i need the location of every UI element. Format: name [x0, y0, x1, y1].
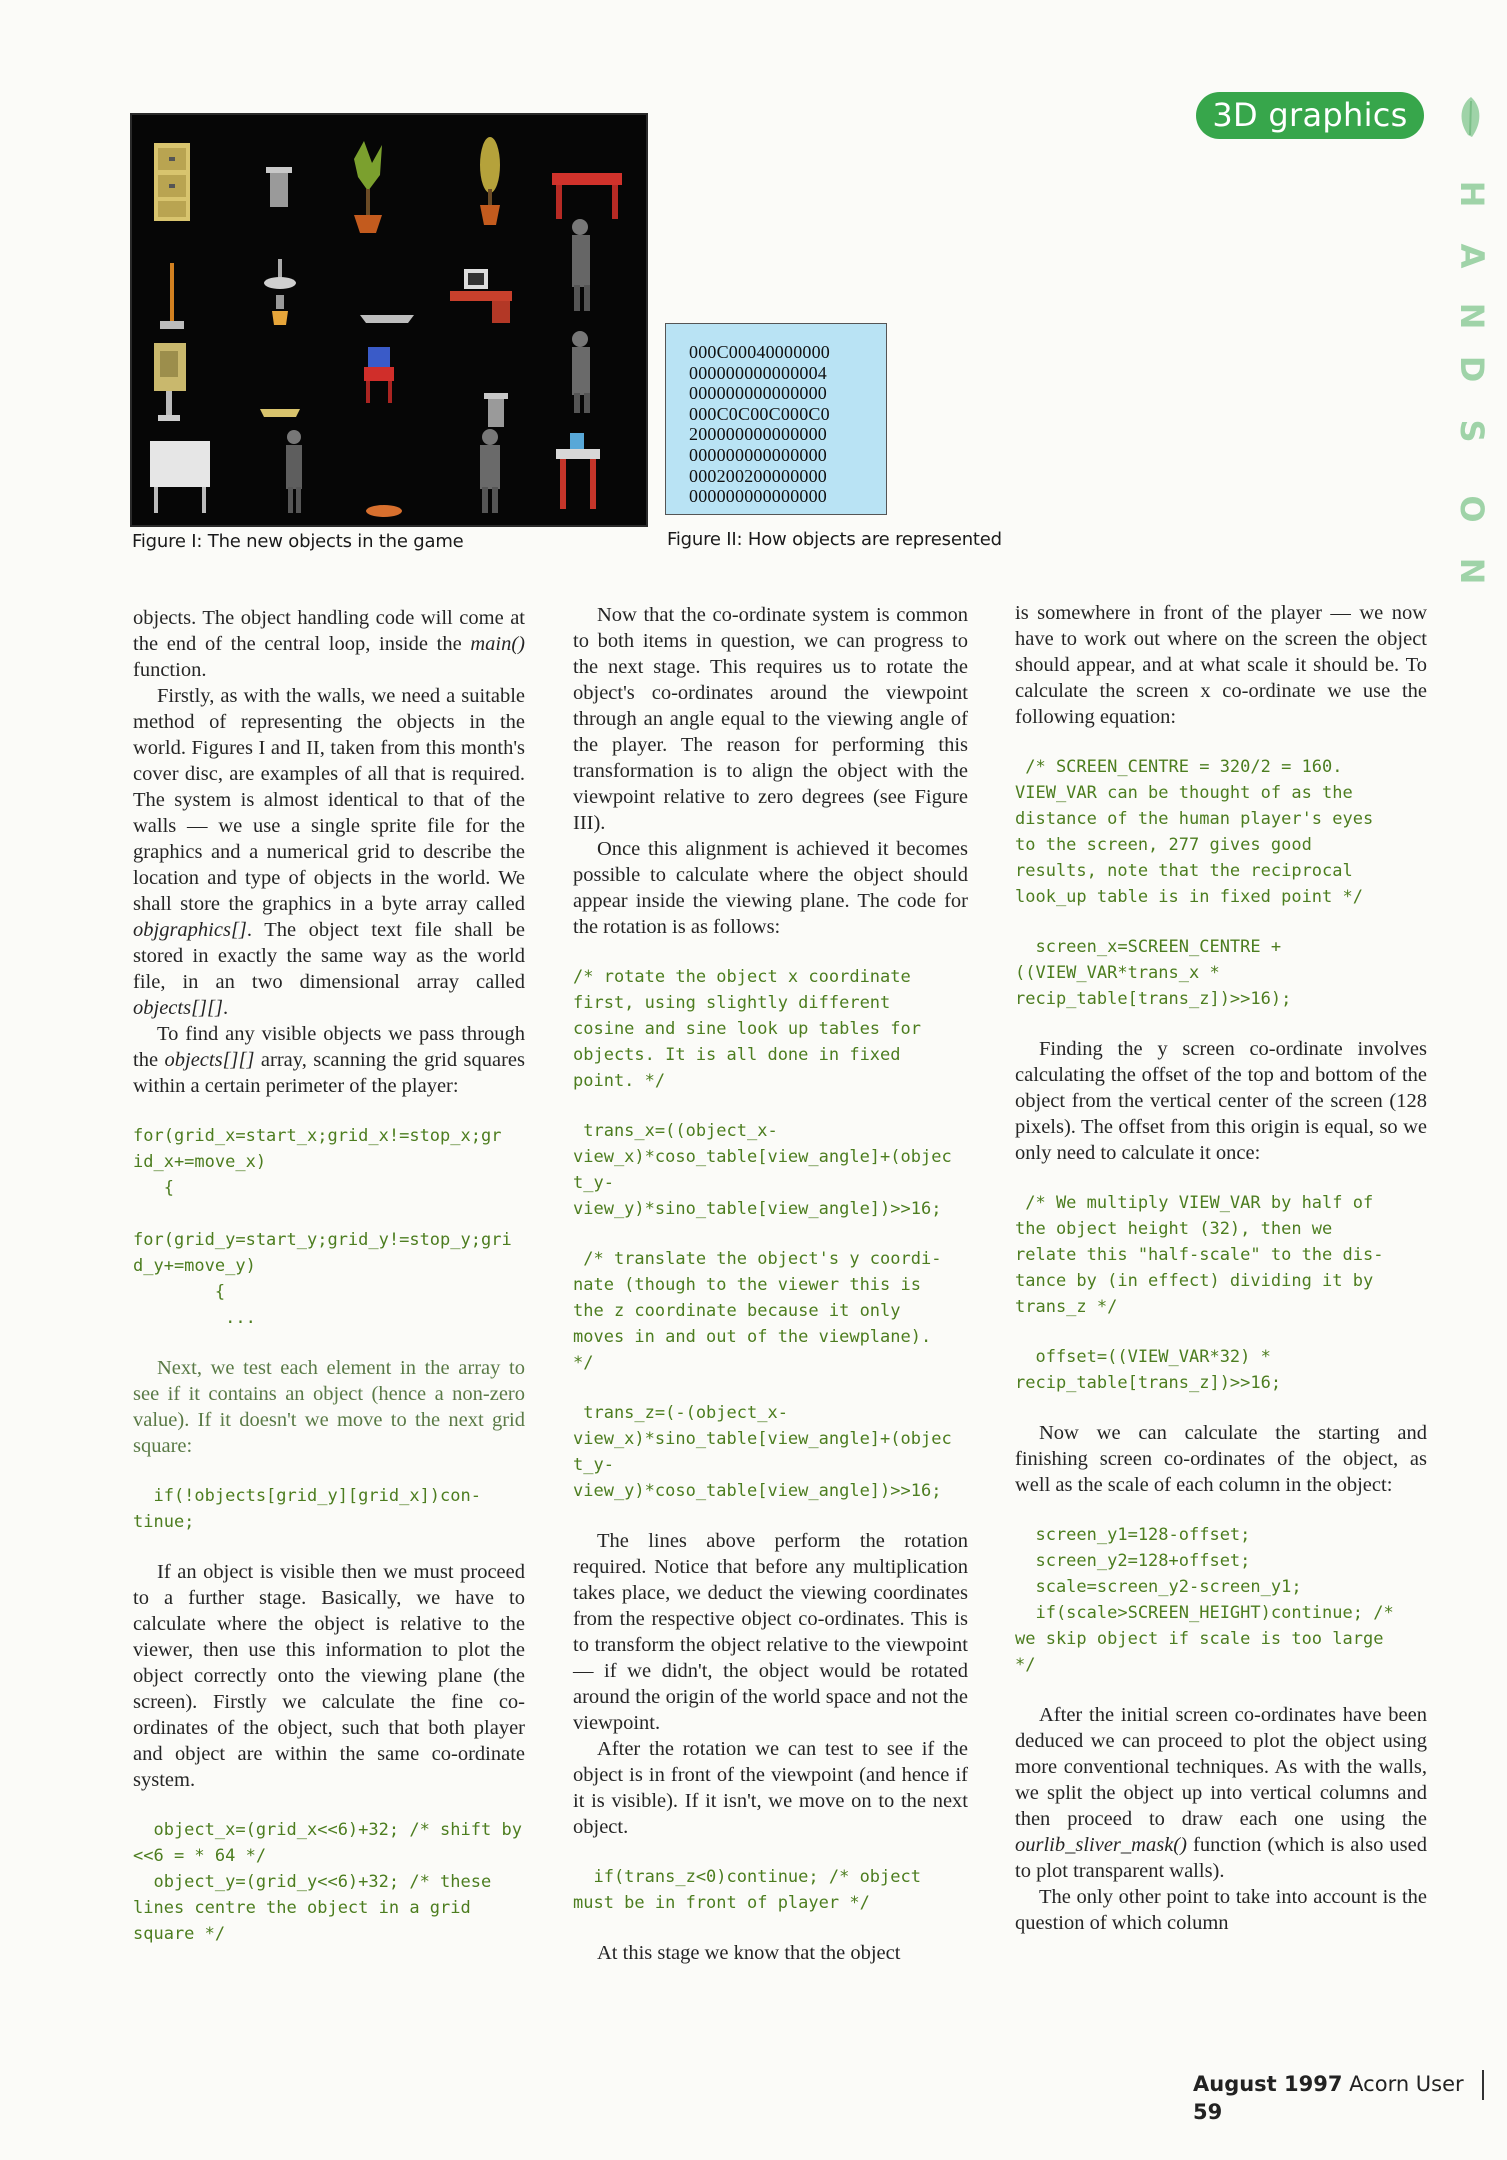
soldier-sprite: [286, 430, 302, 513]
grid-row: 000C00040000000: [689, 342, 831, 362]
floor-lamp-sprite: [160, 263, 184, 329]
side-letter: N: [1453, 302, 1491, 330]
code-block: object_x=(grid_x<<6)+32; /* shift by <<6 = * 64 */ object_y=(grid_y<<6)+32; /* these lines centre the object in a grid square */: [133, 1820, 522, 1944]
soldier-sprite: [572, 219, 590, 311]
paragraph: Finding the y screen co-ordinate involves calculating the offset of the top and bottom of the object from the vertical center of the screen (128 pixels). The offset from this origin is equal, so we only need to calculate it once:: [1015, 1038, 1427, 1164]
filing-cabinet-sprite: [154, 143, 190, 221]
code-block: trans_x=((object_x- view_x)*coso_table[view_angle]+(objec t_y- view_y)*sino_table[view_angle])>>16;: [573, 1121, 952, 1219]
gold-bar-sprite: [260, 409, 300, 417]
column-3: [1015, 600, 1427, 1936]
figure-1-caption: Figure I: The new objects in the game: [132, 531, 464, 552]
code-block: offset=((VIEW_VAR*32) * recip_table[trans_z])>>16;: [1015, 1347, 1282, 1393]
bin-sprite: [484, 393, 508, 427]
code-block: /* translate the object's y coordi- nate (though to the viewer this is the z coordinate because it only moves in and out of the viewplane). */: [573, 1249, 942, 1373]
figure-2-caption: Figure II: How objects are represented: [667, 529, 1002, 550]
paragraph: Now that the co-ordinate system is common to both items in question, we can progress to the next stage. This requires us to rotate the object's co-ordinates around the viewpoint through an angle equal to the viewing angle of the player. The reason for performing this transformation is to align the object with the viewpoint relative to zero degrees (see Figure III).: [573, 604, 968, 834]
grid-row: 000200200000000: [689, 465, 827, 486]
code-block: if(!objects[grid_y][grid_x])con- tinue;: [133, 1486, 481, 1532]
strip-light-sprite: [360, 315, 414, 323]
column-2: [573, 602, 968, 1966]
side-letter: H: [1453, 180, 1491, 208]
code-block: /* rotate the object x coordinate first, using slightly different cosine and sine look up tables for objects. It is all done in fixed point. */: [573, 967, 921, 1091]
grid-row: 000000000000004: [689, 362, 827, 383]
footer-divider: [1482, 2070, 1484, 2100]
grid-row: 000000000000000: [689, 383, 827, 404]
column-1: [133, 605, 525, 1971]
chair-sprite: [364, 347, 394, 403]
ceiling-lamp-sprite: [264, 259, 296, 325]
paragraph: After the initial screen co-ordinates have been deduced we can proceed to plot the object using more conventional techniques. As with the walls, we split the object up into vertical columns and then proceed to draw each one using the ourlib_sliver_mask() function (which is also used to plot transparent walls).: [1015, 1704, 1427, 1882]
fallen-body-sprite: [366, 505, 402, 517]
page-number: 59: [1193, 2100, 1223, 2124]
soldier-sprite: [572, 331, 590, 413]
tall-plant-sprite: [480, 137, 500, 225]
grid-row: 000C0C00C000C0: [689, 403, 830, 424]
paragraph: objects. The object handling code will come at the end of the central loop, inside the main() function.: [133, 607, 525, 681]
page-footer: [1193, 2070, 1507, 2124]
paragraph: Next, we test each element in the array to see if it contains an object (hence a non-zero value). If it doesn't we move to the next grid square:: [133, 1357, 525, 1457]
paragraph: The lines above perform the rotation required. Notice that before any multiplication takes place, we deduct the viewing coordinates from the respective object co-ordinates. This is to transform the object relative to the viewpoint — if we didn't, the object would be rotated around the origin of the world space and not the viewpoint.: [573, 1530, 968, 1734]
paragraph: If an object is visible then we must proceed to a further stage. Basically, we have to calculate where the object is relative to the viewer, then use this information to plot the object correctly onto the viewing plane (the screen). Firstly we calculate the fine co-ordinates of the object, such that both player and object are within the same co-ordinate system.: [133, 1561, 525, 1791]
payphone-sprite: [154, 343, 186, 421]
code-block: screen_x=SCREEN_CENTRE + ((VIEW_VAR*trans_x * recip_table[trans_z])>>16);: [1015, 937, 1292, 1009]
paragraph: Now we can calculate the starting and finishing screen co-ordinates of the object, as well as the scale of each column in the object:: [1015, 1422, 1427, 1496]
paragraph: Once this alignment is achieved it becomes possible to calculate where the object should appear inside the viewing plane. The code for the rotation is as follows:: [573, 838, 968, 938]
whiteboard-sprite: [150, 441, 210, 513]
paragraph: is somewhere in front of the player — we now have to work out where on the screen the object should appear, and at what scale it should be. To calculate the screen x co-ordinate we use the following equation:: [1015, 602, 1427, 728]
side-letter: O: [1453, 495, 1491, 523]
side-letter: D: [1453, 355, 1491, 383]
magazine-name: Acorn User: [1349, 2072, 1464, 2096]
side-letter: N: [1453, 557, 1491, 585]
leaf-icon: [1456, 95, 1486, 139]
bin-sprite: [266, 167, 292, 207]
grid-row: 000000000000000: [689, 486, 827, 507]
side-letter: A: [1453, 243, 1491, 269]
section-pill: 3D graphics: [1196, 92, 1424, 139]
computer-desk-sprite: [450, 269, 512, 323]
paragraph: To find any visible objects we pass through the objects[][] array, scanning the grid squares within a certain perimeter of the player:: [133, 1023, 526, 1097]
paragraph: Firstly, as with the walls, we need a suitable method of representing the objects in the world. Figures I and II, taken from this month's cover disc, are examples of all that is required. The system is almost identical to that of the walls — we use a single sprite file for the graphics and a numerical grid to describe the location and type of objects in the world. We shall store the graphics in a byte array called objgraphics[]. The object text file shall be stored in exactly the same way as the world file, in an two dimensional array called objects[][].: [133, 685, 525, 1019]
code-block: /* We multiply VIEW_VAR by half of the object height (32), then we relate this "half-scale" to the dis- tance by (in effect) dividing it by trans_z */: [1015, 1193, 1384, 1317]
potted-plant-sprite: [354, 141, 382, 233]
code-block: trans_z=(-(object_x- view_x)*sino_table[view_angle]+(objec t_y- view_y)*coso_table[view_angle])>>16;: [573, 1403, 952, 1501]
code-block: if(trans_z<0)continue; /* object must be in front of player */: [573, 1867, 921, 1913]
red-table-sprite: [552, 173, 622, 219]
code-block: for(grid_x=start_x;grid_x!=stop_x;gr id_x+=move_x) { for(grid_y=start_y;grid_y!=stop_y;gri d_y+=move_y) { ...: [133, 1126, 512, 1328]
grid-row: 000000000000000: [689, 444, 827, 465]
grid-row: 200000000000000: [689, 424, 827, 445]
table-with-telephone-sprite: [556, 433, 600, 509]
code-block: /* SCREEN_CENTRE = 320/2 = 160. VIEW_VAR can be thought of as the distance of the human player's eyes to the screen, 277 gives good results, note that the reciprocal look_up table is in fixed point */: [1015, 757, 1374, 907]
figure-1-sprites-image: [130, 113, 648, 527]
code-block: screen_y1=128-offset; screen_y2=128+offset; scale=screen_y2-screen_y1; if(scale>SCREEN_HEIGHT)continue; /* we skip object if scale is too large */: [1015, 1525, 1394, 1675]
paragraph: At this stage we know that the object: [597, 1942, 901, 1964]
paragraph: The only other point to take into account is the question of which column: [1015, 1886, 1427, 1934]
soldier-sprite: [480, 429, 500, 513]
figure-2-grid: [665, 323, 887, 515]
issue-date: August 1997: [1193, 2072, 1343, 2096]
side-letter: S: [1453, 419, 1491, 443]
paragraph: After the rotation we can test to see if the object is in front of the viewpoint (and hence if it is visible). If it isn't, we move on to the next object.: [573, 1738, 968, 1838]
